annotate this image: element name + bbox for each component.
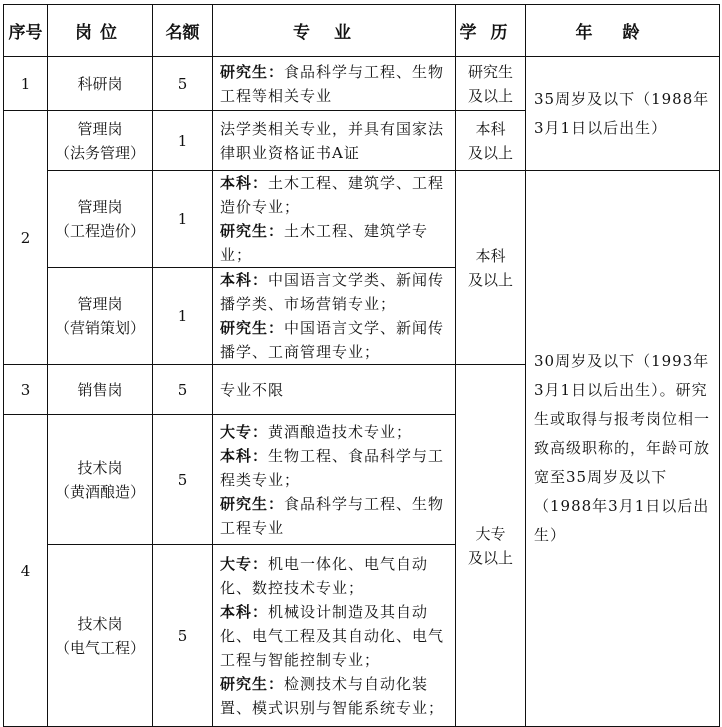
header-major: 专业 <box>213 5 456 57</box>
table-row <box>4 171 720 268</box>
header-seq: 序号 <box>4 5 48 57</box>
position-name-line: 管理岗 <box>77 295 123 313</box>
major-cell <box>213 111 456 171</box>
degree-label: 研究生： <box>220 674 285 693</box>
education-line: 大专 <box>475 524 506 543</box>
major-requirement <box>220 268 451 316</box>
header-quota: 名额 <box>153 5 213 57</box>
major-text: 食品科学与工程、生物工程专业 <box>220 494 445 537</box>
major-text: 食品科学与工程、生物工程等相关专业 <box>220 62 445 105</box>
position-cell <box>48 57 153 111</box>
position-name-line: 技术岗 <box>77 458 123 477</box>
major-cell <box>213 365 456 415</box>
seq-cell: 4 <box>4 415 48 727</box>
position-name-line: （电气工程） <box>54 638 145 657</box>
education-line: 及以上 <box>467 270 513 289</box>
major-requirement <box>220 171 451 219</box>
position-name-line: 管理岗 <box>77 119 123 138</box>
major-requirement <box>220 420 451 444</box>
position-cell <box>48 111 153 171</box>
major-requirement <box>220 552 451 600</box>
major-requirement <box>220 378 451 402</box>
quota-cell: 5 <box>153 545 213 727</box>
quota-cell: 5 <box>153 415 213 545</box>
major-text: 黄酒酿造技术专业； <box>268 422 413 441</box>
recruitment-table <box>3 4 720 727</box>
major-text: 机电一体化、电气自动化、数控技术专业； <box>220 554 429 597</box>
major-text: 机械设计制造及其自动化、电气工程及其自动化、电气工程与智能控制专业； <box>220 602 445 669</box>
major-requirement <box>220 219 451 267</box>
quota-cell: 1 <box>153 268 213 365</box>
major-text: 检测技术与自动化装置、模式识别与智能系统专业； <box>220 674 445 717</box>
major-text: 法学类相关专业，并具有国家法律职业资格证书A证 <box>220 119 445 162</box>
education-line: 本科 <box>475 246 506 265</box>
education-cell <box>456 57 526 111</box>
degree-label: 研究生： <box>220 62 285 81</box>
age-cell: 30周岁及以下（1993年3月1日以后出生）。研究生或取得与报考岗位相一致高级职称的，年龄可放宽至35周岁及以下（1988年3月1日以后出生） <box>526 171 720 727</box>
major-text: 中国语言文学类、新闻传播学类、市场营销专业； <box>220 271 445 313</box>
major-text: 中国语言文学、新闻传播学、工商管理专业； <box>220 319 445 361</box>
major-requirement <box>220 672 451 720</box>
major-requirement <box>220 117 451 165</box>
quota-cell: 1 <box>153 171 213 268</box>
major-cell <box>213 415 456 545</box>
age-cell: 35周岁及以下（1988年3月1日以后出生） <box>526 57 720 171</box>
education-line: 及以上 <box>467 143 513 162</box>
degree-label: 本科： <box>220 271 269 289</box>
position-name-line: （工程造价） <box>54 222 145 240</box>
major-cell <box>213 57 456 111</box>
degree-label: 本科： <box>220 174 269 192</box>
degree-label: 研究生： <box>220 222 285 240</box>
education-cell <box>456 365 526 727</box>
major-requirement <box>220 316 451 364</box>
education-line: 及以上 <box>467 548 513 567</box>
header-position: 岗位 <box>48 5 153 57</box>
position-cell <box>48 268 153 365</box>
major-text: 土木工程、建筑学专业； <box>220 222 429 264</box>
degree-label: 大专： <box>220 422 269 441</box>
table-row <box>4 57 720 111</box>
major-cell <box>213 171 456 268</box>
header-row <box>4 5 720 57</box>
major-text: 生物工程、食品科学与工程类专业； <box>220 446 445 489</box>
major-requirement <box>220 60 451 108</box>
seq-cell: 1 <box>4 57 48 111</box>
degree-label: 研究生： <box>220 494 285 513</box>
position-name-line: 技术岗 <box>77 614 123 633</box>
position-name-line: （黄酒酿造） <box>54 482 145 501</box>
education-cell <box>456 171 526 365</box>
major-requirement <box>220 444 451 492</box>
seq-cell: 2 <box>4 111 48 365</box>
quota-cell: 5 <box>153 57 213 111</box>
major-requirement <box>220 600 451 672</box>
quota-cell: 1 <box>153 111 213 171</box>
education-line: 本科 <box>475 119 506 138</box>
position-cell <box>48 171 153 268</box>
major-requirement <box>220 492 451 540</box>
degree-label: 大专： <box>220 554 269 573</box>
position-cell <box>48 365 153 415</box>
education-line: 及以上 <box>467 86 513 105</box>
position-cell <box>48 415 153 545</box>
header-age: 年龄 <box>526 5 720 57</box>
major-cell <box>213 268 456 365</box>
position-name-line: （营销策划） <box>54 319 145 337</box>
position-name-line: 销售岗 <box>77 380 123 399</box>
position-name-line: 管理岗 <box>77 198 123 216</box>
education-line: 研究生 <box>467 62 513 81</box>
degree-label: 本科： <box>220 602 269 621</box>
position-name-line: （法务管理） <box>54 143 145 162</box>
quota-cell: 5 <box>153 365 213 415</box>
degree-label: 研究生： <box>220 319 285 337</box>
major-cell <box>213 545 456 727</box>
major-text: 专业不限 <box>220 380 285 399</box>
position-name-line: 科研岗 <box>77 74 123 93</box>
seq-cell: 3 <box>4 365 48 415</box>
degree-label: 本科： <box>220 446 269 465</box>
education-cell <box>456 111 526 171</box>
header-education: 学历 <box>456 5 526 57</box>
major-text: 土木工程、建筑学、工程造价专业； <box>220 174 445 216</box>
position-cell <box>48 545 153 727</box>
